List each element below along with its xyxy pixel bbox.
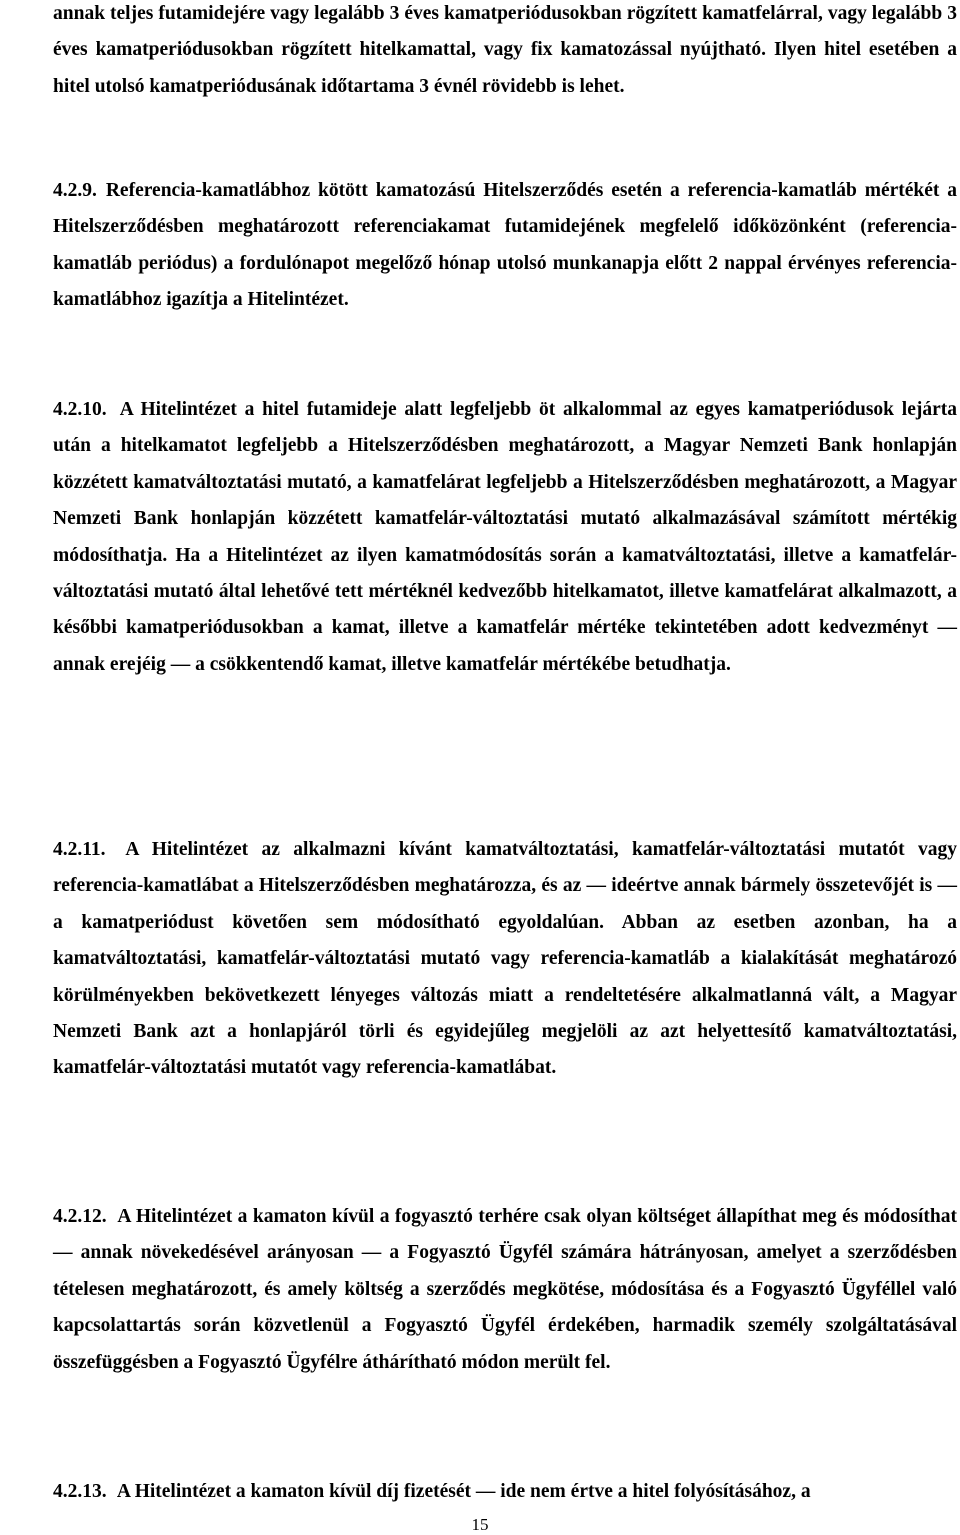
paragraph-text: A Hitelintézet a kamaton kívül a fogyasztó terhére csak olyan költséget állapíthat meg és módosíthat — annak növekedésével arányosan — a Fogyasztó Ügyfél számára hátrányosan, amelyet a szerződésben tételesen meghatározott, és amely költség a szerződés megkötése, módosítása és a Fogyasztó Ügyféllel való kapcsolattartás során közvetlenül a Fogyasztó Ügyfél érdekében, harmadik személy szolgáltatásával összefüggésben a Fogyasztó Ügyfélre áthárítható módon merült fel. [53,1206,957,1373]
page-number: 15 [471,1515,489,1534]
paragraph-text: Referencia-kamatlábhoz kötött kamatozású Hitelszerződés esetén a referencia-kamatláb mértékét a Hitelszerződésben meghatározott referenciakamat futamidejének megfelelő időközönként (referencia-kamatláb periódus) a fordulónapot megelőző hónap utolsó munkanapja előtt 2 nappal érvényes referencia-kamatlábhoz igazítja a Hitelintézet. [53,180,957,311]
paragraph-number: 4.2.9. [53,180,97,201]
paragraph-text: annak teljes futamidejére vagy legalább 3 éves kamatperiódusokban rögzített kamatfelárral, vagy legalább 3 éves kamatperiódusokban rögzített hitelkamattal, vagy fix kamatozással nyújtható. Ilyen hitel esetében a hitel utolsó kamatperiódusának időtartama 3 évnél rövidebb is lehet. [53,3,957,97]
paragraph-text: A Hitelintézet az alkalmazni kívánt kamatváltoztatási, kamatfelár-változtatási mutatót vagy referencia-kamatlábat a Hitelszerződésben meghatározza, és az — ideértve annak bármely összetevőjét is — a kamatperiódust követően sem módosítható egyoldalúan. Abban az esetben azonban, ha a kamatváltoztatási, kamatfelár-változtatási mutató vagy referencia-kamatláb a kialakítását meghatározó körülményekben bekövetkezett lényeges változás miatt a rendeltetésére alkalmatlanná vált, a Magyar Nemzeti Bank azt a honlapjáról törli és egyidejűleg megjelöli az azt helyettesítő kamatváltoztatási, kamatfelár-változtatási mutatót vagy referencia-kamatlábat. [53,839,957,1079]
paragraph-number: 4.2.11. [53,839,106,860]
paragraph-number: 4.2.13. [53,1481,107,1502]
paragraph-text: A Hitelintézet a hitel futamideje alatt legfeljebb öt alkalommal az egyes kamatperiódusok lejárta után a hitelkamatot legfeljebb a Hitelszerződésben meghatározott, a Magyar Nemzeti Bank honlapján közzétett kamatváltoztatási mutató, a kamatfelárat legfeljebb a Hitelszerződésben meghatározott, a Magyar Nemzeti Bank honlapján közzétett kamatfelár-változtatási mutató alkalmazásával számított mértékig módosíthatja. Ha a Hitelintézet az ilyen kamatmódosítás során a kamatváltoztatási, illetve a kamatfelár-változtatási mutató által lehetővé tett mértéknél kedvezőbb hitelkamatot, illetve kamatfelárat alkalmazott, a későbbi kamatperiódusokban a kamat, illetve a kamatfelár mértéke tekintetében adott kedvezményt — annak erejéig — a csökkentendő kamat, illetve kamatfelár mértékébe betudhatja. [53,399,957,675]
paragraph-4-2-12 [53,1199,957,1381]
paragraph-4-2-13 [53,1474,957,1510]
paragraph-4-2-10 [53,392,957,683]
paragraph-text: A Hitelintézet a kamaton kívül díj fizetését — ide nem értve a hitel folyósításához, a [116,1481,811,1502]
paragraph-number: 4.2.10. [53,399,107,420]
paragraph-continuation [53,0,957,105]
paragraph-4-2-9 [53,173,957,319]
paragraph-number: 4.2.12. [53,1206,107,1227]
paragraph-4-2-11 [53,832,957,1087]
